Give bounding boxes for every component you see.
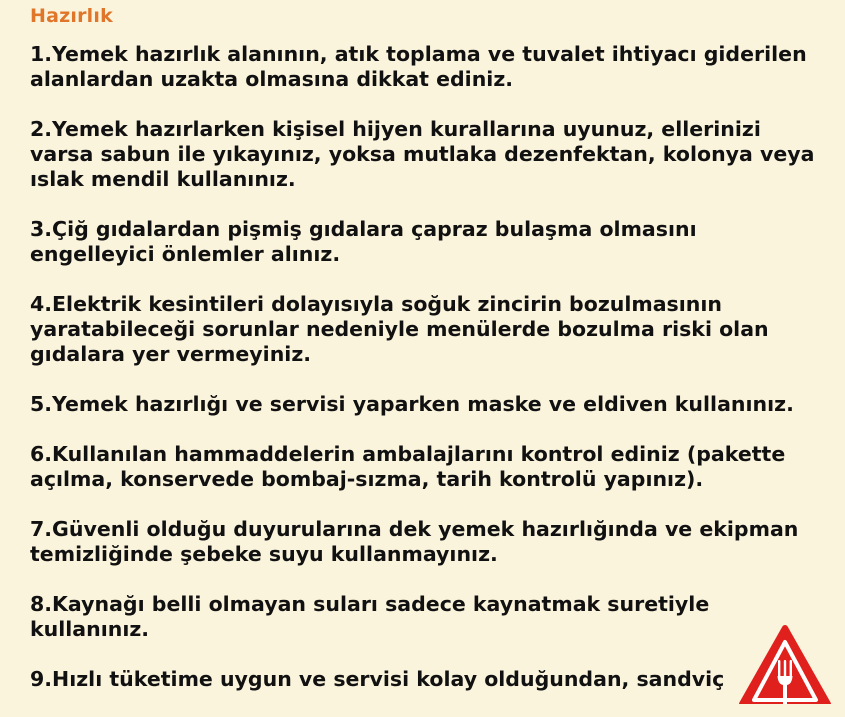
list-item: 6.Kullanılan hammaddelerin ambalajlarını kontrol ediniz (pakette açılma, konservede bombaj-sızma, tarih kontrolü yapınız).	[30, 442, 786, 491]
list-item: 7.Güvenli olduğu duyurularına dek yemek hazırlığında ve ekipman temizliğinde şebeke suyu kullanmayınız.	[30, 517, 799, 566]
list-item: 2.Yemek hazırlarken kişisel hijyen kurallarına uyunuz, ellerinizi varsa sabun ile yıkayınız, yoksa mutlaka dezenfektan, kolonya veya ıslak mendil kullanınız.	[30, 117, 815, 191]
list-item: 9.Hızlı tüketime uygun ve servisi kolay olduğundan, sandviç	[30, 667, 725, 691]
section-title: Hazırlık	[30, 5, 113, 27]
list-item: 1.Yemek hazırlık alanının, atık toplama ve tuvalet ihtiyacı giderilen alanlardan uzakta olmasına dikkat ediniz.	[30, 42, 807, 91]
list-item: 8.Kaynağı belli olmayan suları sadece kaynatmak suretiyle kullanınız.	[30, 592, 710, 641]
list-item: 5.Yemek hazırlığı ve servisi yaparken maske ve eldiven kullanınız.	[30, 392, 794, 416]
list-item: 4.Elektrik kesintileri dolayısıyla soğuk zincirin bozulmasının yaratabileceği sorunlar nedeniyle menülerde bozulma riski olan gıdalara yer vermeyiniz.	[30, 292, 769, 366]
list-item: 3.Çiğ gıdalardan pişmiş gıdalara çapraz bulaşma olmasını engelleyici önlemler alınız.	[30, 217, 697, 266]
warning-fork-icon	[738, 624, 832, 704]
instruction-list	[30, 42, 820, 717]
